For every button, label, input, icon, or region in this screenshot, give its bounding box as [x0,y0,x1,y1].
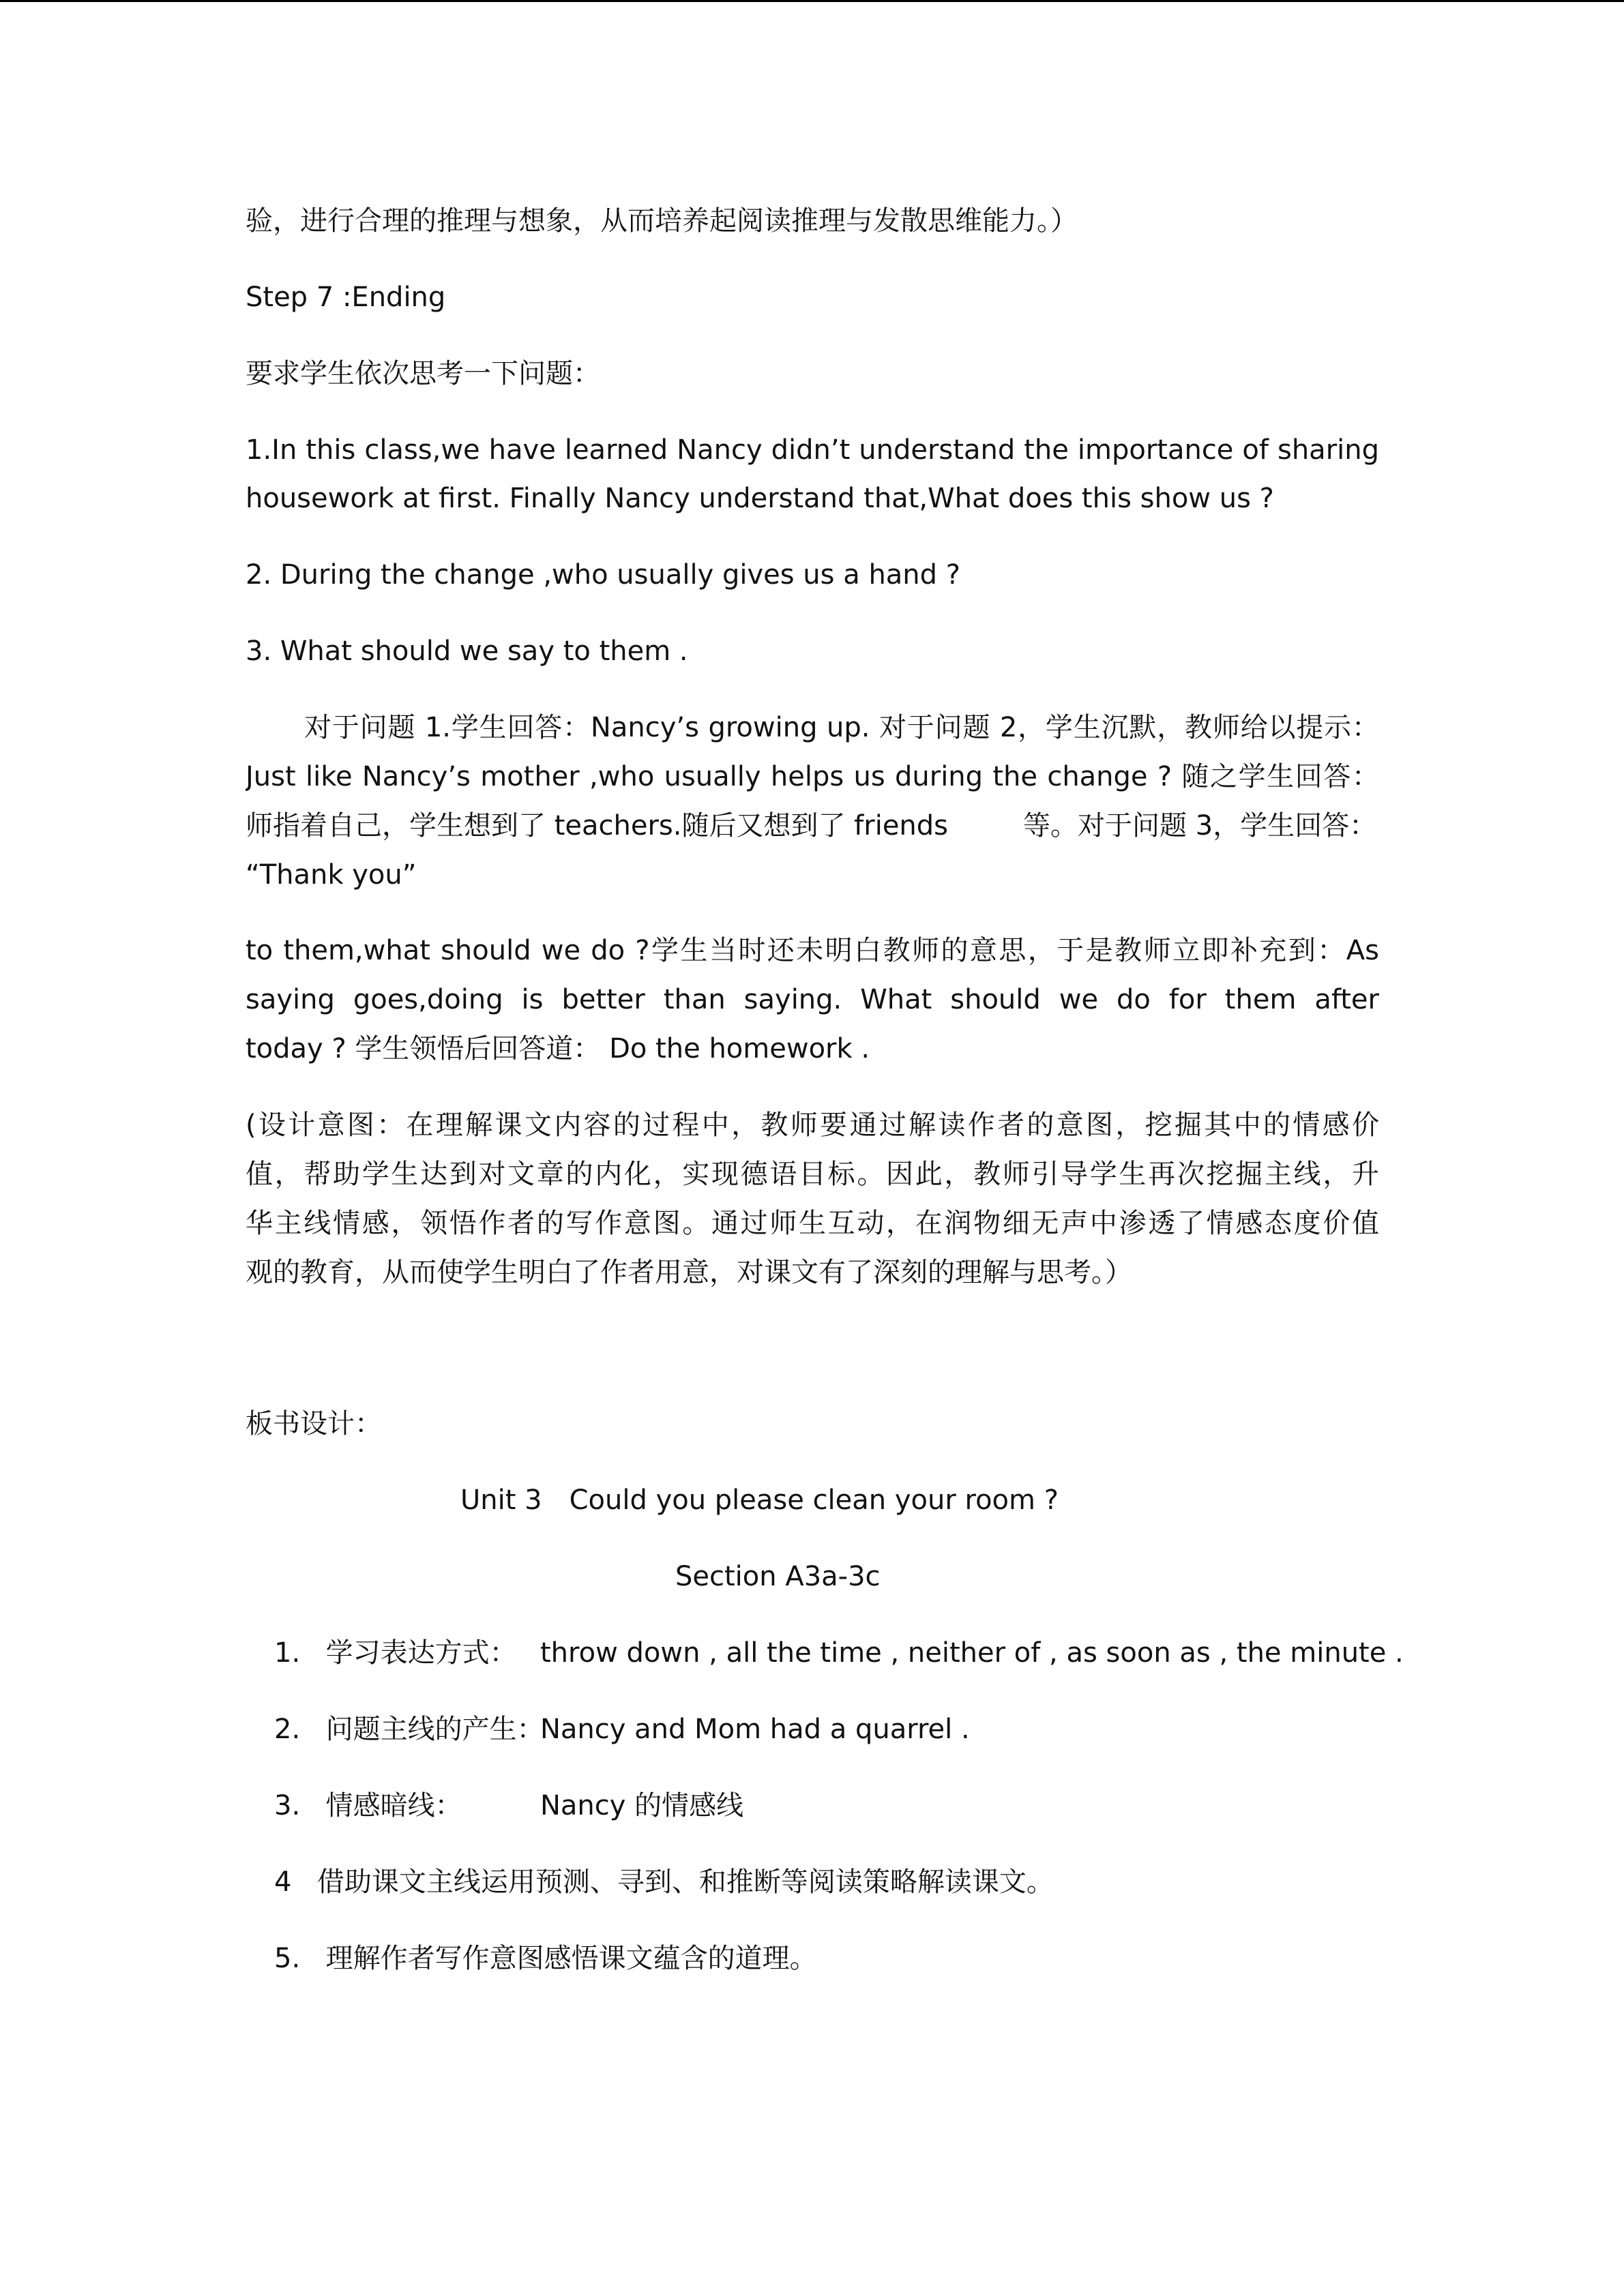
board-item-3 [274,1788,1365,1823]
follow-up-line-3: today ? 学生领悟后回答道： Do the homework . [246,1033,870,1064]
design-intent-line-3: 华主线情感，领悟作者的写作意图。通过师生互动，在润物细无声中渗透了情感态度价值 [246,1208,1379,1239]
board-item-3-label: 情感暗线： [325,1790,462,1821]
answer-line-1: 对于问题 1.学生回答：Nancy’s growing up. 对于问题 2，学生沉默，教师给以提示： [304,712,1379,743]
answer-line-3-part-b: 等。对于问题 3，学生回答： [1023,810,1377,841]
question-2: 2. During the change ,who usually gives us a hand ? [246,559,960,591]
question-3: 3. What should we say to them . [246,636,688,667]
page-top-border [0,0,1624,2]
design-intent-line-4: 观的教育，从而使学生明白了作者用意，对课文有了深刻的理解与思考。） [246,1257,1132,1288]
board-item-5 [274,1941,1365,1976]
board-design-heading: 板书设计： [246,1408,382,1440]
board-item-1-label: 学习表达方式： [325,1637,517,1669]
board-item-2-label: 问题主线的产生： [325,1714,544,1745]
board-unit-title [460,1482,1347,1518]
step7-heading: Step 7 :Ending [246,282,446,313]
board-item-2-number: 2. [274,1714,301,1745]
board-item-2 [274,1712,1365,1747]
step6-tail-paragraph: 验，进行合理的推理与想象，从而培养起阅读推理与发散思维能力。） [246,205,1078,237]
answer-line-2: Just like Nancy’s mother ,who usually helps us during the change ? 随之学生回答： [246,761,1379,792]
board-unit-question: Could you please clean your room ? [569,1485,1059,1516]
design-intent-line-1: (设计意图：在理解课文内容的过程中，教师要通过解读作者的意图，挖掘其中的情感价 [246,1109,1379,1141]
board-section: Section A3a-3c [675,1561,881,1592]
board-item-4-number: 4 [274,1866,292,1898]
question-1-line-2: housework at first. Finally Nancy understand that,What does this show us ? [246,483,1274,514]
board-item-3-content: Nancy 的情感线 [540,1790,744,1821]
follow-up-line-1: to them,what should we do ?学生当时还未明白教师的意思，于是教师立即补充到：As [246,935,1379,966]
answer-line-3-part-a: 师指着自己，学生想到了 teachers.随后又想到了 friends [246,810,949,841]
board-item-4-label: 借助课文主线运用预测、寻到、和推断等阅读策略解读课文。 [316,1866,1054,1898]
board-item-1-content: throw down , all the time , neither of , as soon as , the minute . [540,1637,1404,1669]
board-item-4 [274,1864,1365,1900]
follow-up-line-2: saying goes,doing is better than saying. What should we do for them after [246,984,1379,1015]
board-item-5-label: 理解作者写作意图感悟课文蕴含的道理。 [325,1943,817,1974]
board-item-5-number: 5. [274,1943,301,1974]
answer-line-4: “Thank you” [246,859,417,891]
question-1-line-1: 1.In this class,we have learned Nancy didn’t understand the importance of sharing [246,434,1379,466]
board-unit-label: Unit 3 [460,1485,542,1516]
step7-intro: 要求学生依次思考一下问题： [246,358,600,389]
board-item-3-number: 3. [274,1790,301,1821]
board-item-2-content: Nancy and Mom had a quarrel . [540,1714,970,1745]
answer-line-3 [246,808,1379,844]
board-item-1 [274,1635,1404,1671]
board-item-1-number: 1. [274,1637,301,1669]
design-intent-line-2: 值，帮助学生达到对文章的内化，实现德语目标。因此，教师引导学生再次挖掘主线，升 [246,1159,1379,1190]
